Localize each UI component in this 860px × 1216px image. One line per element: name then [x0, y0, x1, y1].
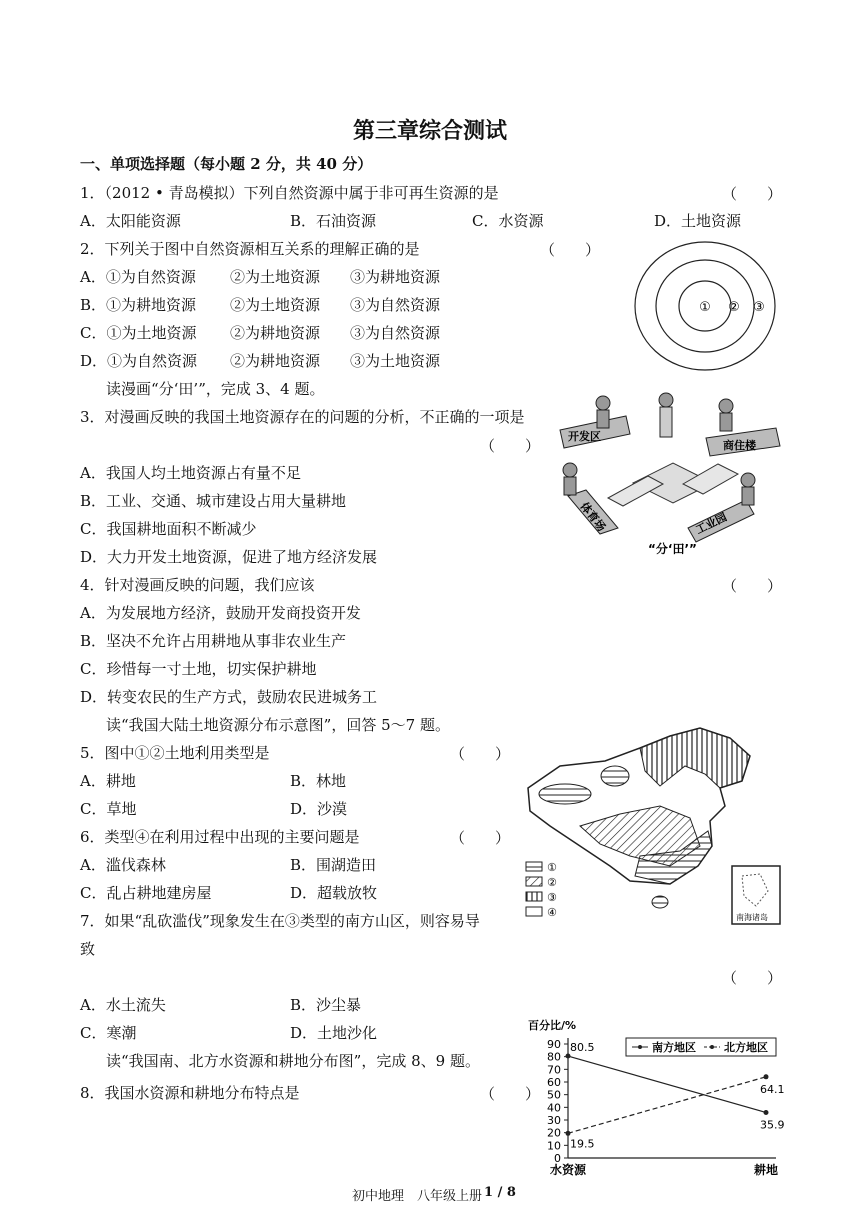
data-label: 35.9: [760, 1118, 785, 1132]
svg-text:体育场: 体育场: [577, 499, 609, 534]
q2-option-c-2: ②为耕地资源: [230, 324, 321, 342]
svg-text:③: ③: [547, 891, 557, 904]
q1-option-c: C．水资源: [472, 212, 544, 230]
q8-answer-paren: （ ）: [480, 1085, 541, 1103]
page-title: 第三章综合测试: [352, 119, 507, 144]
sign-industrial-park: [688, 500, 754, 542]
svg-text:②: ②: [547, 876, 557, 889]
q4-option-d: D．转变农民的生产方式，鼓励农民进城务工: [80, 688, 378, 706]
data-point: [566, 1054, 571, 1059]
y-tick-label: 20: [547, 1126, 561, 1140]
q5-answer-paren: （ ）: [450, 745, 511, 763]
q6-option-c: C．乱占耕地建房屋: [80, 884, 212, 902]
legend-south: 南方地区: [652, 1041, 696, 1054]
series-line-north: [568, 1077, 766, 1133]
sign-development-zone: [560, 416, 630, 448]
q5-option-c: C．草地: [80, 800, 137, 818]
q2-answer-paren: （ ）: [540, 241, 601, 259]
q2-stem: 2．下列关于图中自然资源相互关系的理解正确的是: [80, 240, 420, 258]
q2-option-b-2: ②为土地资源: [230, 296, 321, 314]
cartoon-figure: [548, 388, 793, 558]
sign-commercial-housing: [706, 428, 780, 456]
q3-option-c: C．我国耕地面积不断减少: [80, 520, 257, 538]
q8-stem: 8．我国水资源和耕地分布特点是: [80, 1084, 300, 1102]
q7-stem-line1: 7．如果“乱砍滥伐”现象发生在③类型的南方山区，则容易导: [80, 912, 480, 930]
x-tick-label: 耕地: [753, 1163, 779, 1177]
q6-answer-paren: （ ）: [450, 829, 511, 847]
q6-option-b: B．围湖造田: [290, 856, 377, 874]
y-tick-label: 90: [547, 1038, 561, 1051]
q6-stem: 6．类型④在利用过程中出现的主要问题是: [80, 828, 360, 846]
data-point: [764, 1074, 769, 1079]
q3-option-d: D．大力开发土地资源，促进了地方经济发展: [80, 548, 378, 566]
circle-label-3: ③: [753, 300, 765, 315]
legend-north: 北方地区: [724, 1041, 768, 1054]
section-heading: 一、单项选择题（每小题 2 分，共 40 分）: [80, 155, 373, 173]
circle-label-1: ①: [699, 300, 711, 315]
q1-stem: 1．（2012 • 青岛模拟）下列自然资源中属于非可再生资源的是: [80, 184, 499, 202]
q2-option-b-3: ③为自然资源: [350, 296, 441, 314]
q7-option-d: D．土地沙化: [290, 1024, 378, 1042]
q6-option-d: D．超载放牧: [290, 884, 378, 902]
svg-text:①: ①: [547, 861, 557, 874]
chart-ylabel: 百分比/%: [528, 1019, 577, 1032]
q7-option-b: B．沙尘暴: [290, 996, 362, 1014]
q5-option-b: B．林地: [290, 772, 347, 790]
q2-option-a-3: ③为耕地资源: [350, 268, 441, 286]
footer-text: 初中地理 八年级上册: [352, 1189, 483, 1204]
svg-text:开发区: 开发区: [568, 430, 601, 443]
reading-instruction-2: 读“我国大陆土地资源分布示意图”，回答 5～7 题。: [106, 716, 450, 734]
svg-text:④: ④: [547, 906, 557, 919]
map-legend: [526, 861, 557, 919]
q2-option-a-1: A．①为自然资源: [80, 268, 196, 286]
y-tick-label: 60: [547, 1076, 561, 1089]
q4-option-a: A．为发展地方经济，鼓励开发商投资开发: [80, 604, 361, 622]
q3-answer-paren: （ ）: [480, 437, 541, 455]
q7-option-a: A．水土流失: [80, 996, 166, 1014]
y-tick-label: 40: [547, 1101, 561, 1115]
q4-option-c: C．珍惜每一寸土地，切实保护耕地: [80, 660, 317, 678]
q1-option-b: B．石油资源: [290, 212, 377, 230]
data-label: 80.5: [570, 1041, 595, 1055]
page-number: 1 / 8: [484, 1185, 516, 1200]
south-sea-inset: [732, 866, 780, 924]
q2-option-d-1: D．①为自然资源: [80, 352, 198, 370]
q1-answer-paren: （ ）: [722, 185, 783, 203]
reading-instruction-3: 读“我国南、北方水资源和耕地分布图”，完成 8、9 题。: [106, 1052, 480, 1070]
q2-option-a-2: ②为土地资源: [230, 268, 321, 286]
y-tick-label: 50: [547, 1088, 561, 1102]
series-line-south: [568, 1056, 766, 1112]
q6-option-a: A．滥伐森林: [80, 856, 166, 874]
svg-text:商住楼: 商住楼: [723, 439, 756, 452]
q4-answer-paren: （ ）: [722, 577, 783, 595]
q2-option-d-3: ③为土地资源: [350, 352, 441, 370]
q2-option-c-1: C．①为土地资源: [80, 324, 197, 342]
y-tick-label: 80: [547, 1050, 561, 1064]
chart-legend: [626, 1038, 776, 1056]
data-label: 19.5: [570, 1137, 595, 1151]
q4-option-b: B．坚决不允许占用耕地从事非农业生产: [80, 632, 347, 650]
cartoon-caption: “分‘田’”: [648, 542, 697, 556]
q2-option-c-3: ③为自然资源: [350, 324, 441, 342]
y-tick-label: 0: [554, 1152, 561, 1165]
y-tick-label: 30: [547, 1114, 561, 1127]
q3-option-b: B．工业、交通、城市建设占用大量耕地: [80, 492, 347, 510]
q2-option-d-2: ②为耕地资源: [230, 352, 321, 370]
y-tick-label: 10: [547, 1139, 561, 1153]
x-tick-label: 水资源: [549, 1163, 587, 1177]
concentric-circles-figure: [632, 240, 782, 372]
q7-answer-paren: （ ）: [722, 969, 783, 987]
q5-stem: 5．图中①②土地利用类型是: [80, 744, 270, 762]
circle-label-2: ②: [728, 300, 740, 315]
q1-option-a: A．太阳能资源: [80, 212, 181, 230]
svg-text:南海诸岛: 南海诸岛: [736, 913, 768, 922]
q7-stem-line2: 致: [80, 940, 96, 958]
svg-text:工业园: 工业园: [693, 510, 729, 537]
data-point: [566, 1131, 571, 1136]
water-farmland-line-chart: [526, 1016, 798, 1182]
data-label: 64.1: [760, 1082, 785, 1096]
q3-option-a: A．我国人均土地资源占有量不足: [80, 464, 301, 482]
q5-option-d: D．沙漠: [290, 800, 348, 818]
q4-stem: 4．针对漫画反映的问题，我们应该: [80, 576, 315, 594]
q7-option-c: C．寒潮: [80, 1024, 137, 1042]
reading-instruction-1: 读漫画“分‘田’”，完成 3、4 题。: [106, 380, 325, 398]
data-point: [764, 1110, 769, 1115]
q5-option-a: A．耕地: [80, 772, 136, 790]
q2-option-b-1: B．①为耕地资源: [80, 296, 197, 314]
q1-option-d: D．土地资源: [654, 212, 742, 230]
china-land-map-figure: [520, 726, 785, 926]
q3-stem: 3．对漫画反映的我国土地资源存在的问题的分析，不正确的一项是: [80, 408, 525, 426]
y-tick-label: 70: [547, 1063, 561, 1077]
